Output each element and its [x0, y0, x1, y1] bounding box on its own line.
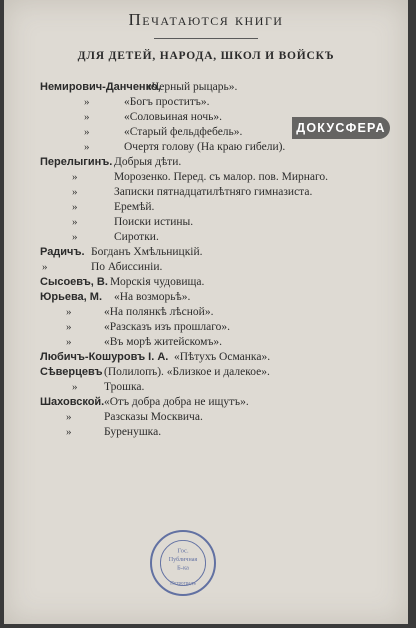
entry-title: Сиротки.: [114, 231, 159, 243]
entry-title: «На возморьѣ».: [114, 291, 191, 303]
ditto-mark: »: [84, 111, 90, 123]
entry-title: Добрыя дѣти.: [114, 156, 182, 168]
entry-title: Еремѣй.: [114, 201, 155, 213]
ditto-mark: »: [84, 141, 90, 153]
ditto-mark: »: [66, 411, 72, 423]
heading-rule: [154, 38, 258, 39]
entry-title: По Абиссиніи.: [91, 261, 163, 273]
entry-title: Записки пятнадцатилѣтняго гимназиста.: [114, 186, 313, 198]
stamp-line: Публичная: [168, 557, 198, 564]
entry-author: Сѣверцевъ: [40, 366, 103, 378]
ditto-mark: »: [84, 96, 90, 108]
entry-title: «На полянкѣ лѣсной».: [104, 306, 214, 318]
ditto-mark: »: [72, 171, 78, 183]
entry-author: Радичъ.: [40, 246, 85, 258]
entry-title: «Въ морѣ житейскомъ».: [104, 336, 223, 348]
stamp-graphic: [152, 532, 214, 594]
entry-title: Морскія чудовища.: [110, 276, 205, 288]
entry-author: Перелыгинъ.: [40, 156, 113, 168]
entry-title: «Разсказъ изъ прошлаго».: [104, 321, 231, 333]
ditto-mark: »: [66, 321, 72, 333]
ditto-mark: »: [72, 381, 78, 393]
entry-title: «Пѣтухъ Османка».: [174, 351, 271, 363]
entry-title: Морозенко. Перед. съ малор. пов. Мирнаго.: [114, 171, 329, 183]
library-stamp: [150, 530, 216, 596]
stamp-line: Гос.: [177, 547, 189, 555]
entry-title: «Отъ добра добра не ищутъ».: [104, 396, 249, 408]
entry-title: Богданъ Хмѣльницкій.: [91, 246, 203, 258]
ditto-mark: »: [66, 426, 72, 438]
entry-title: (Полилопъ). «Близкое и далекое».: [104, 366, 270, 378]
ditto-mark: »: [72, 201, 78, 213]
entry-title: «Богъ проститъ».: [124, 96, 210, 108]
ditto-mark: »: [66, 306, 72, 318]
entry-title: «Черный рыцарь».: [146, 81, 238, 93]
ditto-mark: »: [72, 216, 78, 228]
entry-author: Юрьева, М.: [40, 291, 103, 303]
watermark-badge: ДОКУСФЕРА: [292, 117, 390, 139]
entry-title: Очертя голову (На краю гибели).: [124, 141, 286, 153]
ditto-mark: »: [84, 126, 90, 138]
ditto-mark: »: [72, 186, 78, 198]
entry-author: Шаховской.: [40, 396, 105, 408]
entry-author: Немирович-Данченко,: [40, 81, 161, 93]
entry-title: Разсказы Москвича.: [104, 411, 203, 423]
page-subheading: ДЛЯ ДЕТЕЙ, НАРОДА, ШКОЛ И ВОЙСКЪ: [77, 50, 335, 62]
ditto-mark: »: [42, 261, 48, 273]
entry-author: Любичъ-Кошуровъ І. А.: [40, 351, 169, 363]
page-heading: Печатаются книги: [128, 10, 284, 29]
entry-title: Трошка.: [104, 381, 145, 393]
stamp-line: Б-ка: [177, 564, 189, 572]
ditto-mark: »: [72, 231, 78, 243]
document-page: [4, 0, 408, 624]
entry-title: Буренушка.: [104, 426, 162, 438]
entry-title: Поиски истины.: [114, 216, 194, 228]
ditto-mark: »: [66, 336, 72, 348]
stamp-line: Петроградъ: [170, 580, 196, 587]
entry-title: «Старый фельдфебель».: [124, 126, 243, 138]
entry-author: Сысоевъ, В.: [40, 276, 108, 288]
entry-title: «Соловьиная ночь».: [124, 111, 223, 123]
